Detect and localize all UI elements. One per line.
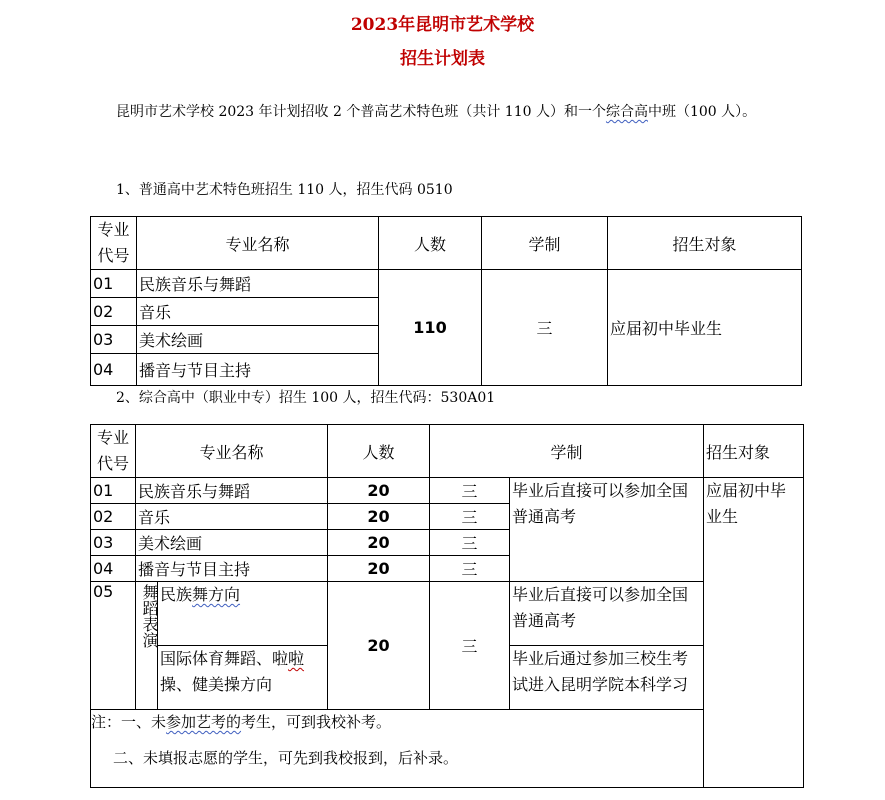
- intro-text-1: 昆明市艺术学校 2023 年计划招收 2 个普高艺术特色班（共计 110 人）和一个: [116, 104, 606, 120]
- row-code: 03: [91, 530, 136, 556]
- row-count: 20: [328, 504, 430, 530]
- row-name: 民族音乐与舞蹈: [137, 270, 379, 298]
- comprehensive-class-table: [90, 424, 804, 788]
- row-code: 04: [91, 354, 137, 386]
- intro-underlined-text: 综合高: [605, 104, 648, 120]
- row-code: 04: [91, 556, 136, 582]
- header-count: 人数: [328, 425, 430, 478]
- row-code: 02: [91, 298, 137, 326]
- intro-paragraph: [116, 100, 786, 124]
- row-name: 民族音乐与舞蹈: [136, 478, 328, 504]
- row-name: 美术绘画: [137, 326, 379, 354]
- note-text: 考生，可到我校补考。: [241, 713, 392, 731]
- outcome-direct-exam: 毕业后直接可以参加全国普通高考: [510, 582, 704, 646]
- section1-heading: 1、普通高中艺术特色班招生 110 人，招生代码 0510: [116, 182, 453, 198]
- header-code: 专业代号: [91, 217, 137, 270]
- row-name: 音乐: [136, 504, 328, 530]
- note-underlined: 参加艺考的: [166, 713, 242, 731]
- row-years: 三: [430, 582, 510, 710]
- sub-major-sport-dance: [158, 646, 328, 710]
- art-class-table: [90, 216, 802, 386]
- note-2: 二、未填报志愿的学生，可先到我校报到，后补录。: [113, 749, 459, 767]
- target-value: 应届初中毕业生: [704, 478, 804, 788]
- page-title: 2023年昆明市艺术学校: [350, 15, 535, 35]
- header-years: 学制: [430, 425, 704, 478]
- note-text: 注：一、未: [91, 713, 167, 731]
- sub-major-text: 民族: [160, 585, 193, 604]
- header-name: 专业名称: [137, 217, 379, 270]
- sub-major-ethnic-dance: [158, 582, 328, 646]
- row-code: 03: [91, 326, 137, 354]
- outcome-university: 毕业后通过参加三校生考试进入昆明学院本科学习: [510, 646, 704, 710]
- target-value: 应届初中毕业生: [608, 270, 802, 386]
- note-1: [91, 710, 803, 734]
- section2-heading: 2、综合高中（职业中专）招生 100 人，招生代码：530A01: [116, 390, 496, 406]
- header-code: 专业代号: [91, 425, 136, 478]
- header-target: 招生对象: [608, 217, 802, 270]
- dance-group-label: 舞蹈表演: [136, 582, 158, 710]
- header-name: 专业名称: [136, 425, 328, 478]
- header-years: 学制: [482, 217, 608, 270]
- header-target: 招生对象: [704, 425, 804, 478]
- outcome-direct-exam: 毕业后直接可以参加全国普通高考: [510, 478, 704, 582]
- sub-major-underlined: 舞方向: [192, 585, 241, 604]
- header-count: 人数: [379, 217, 482, 270]
- total-count: 110: [379, 270, 482, 386]
- row-code: 01: [91, 478, 136, 504]
- row-count: 20: [328, 478, 430, 504]
- years-value: 三: [482, 270, 608, 386]
- sub-major-text: 操、健美操方向: [160, 675, 273, 694]
- row-count: 20: [328, 582, 430, 710]
- row-count: 20: [328, 556, 430, 582]
- sub-major-underlined: 啦: [288, 649, 305, 668]
- intro-text-2: 中班（100 人）。: [647, 104, 757, 120]
- row-name: 美术绘画: [136, 530, 328, 556]
- row-code: 01: [91, 270, 137, 298]
- row-count: 20: [328, 530, 430, 556]
- page-subtitle: 招生计划表: [400, 49, 485, 69]
- row-code: 05: [91, 582, 136, 710]
- row-name: 播音与节目主持: [136, 556, 328, 582]
- row-name: 音乐: [137, 298, 379, 326]
- row-years: 三: [430, 504, 510, 530]
- row-years: 三: [430, 530, 510, 556]
- sub-major-text: 国际体育舞蹈、啦: [160, 649, 289, 668]
- notes-cell: [91, 710, 804, 788]
- row-years: 三: [430, 556, 510, 582]
- row-years: 三: [430, 478, 510, 504]
- row-name: 播音与节目主持: [137, 354, 379, 386]
- row-code: 02: [91, 504, 136, 530]
